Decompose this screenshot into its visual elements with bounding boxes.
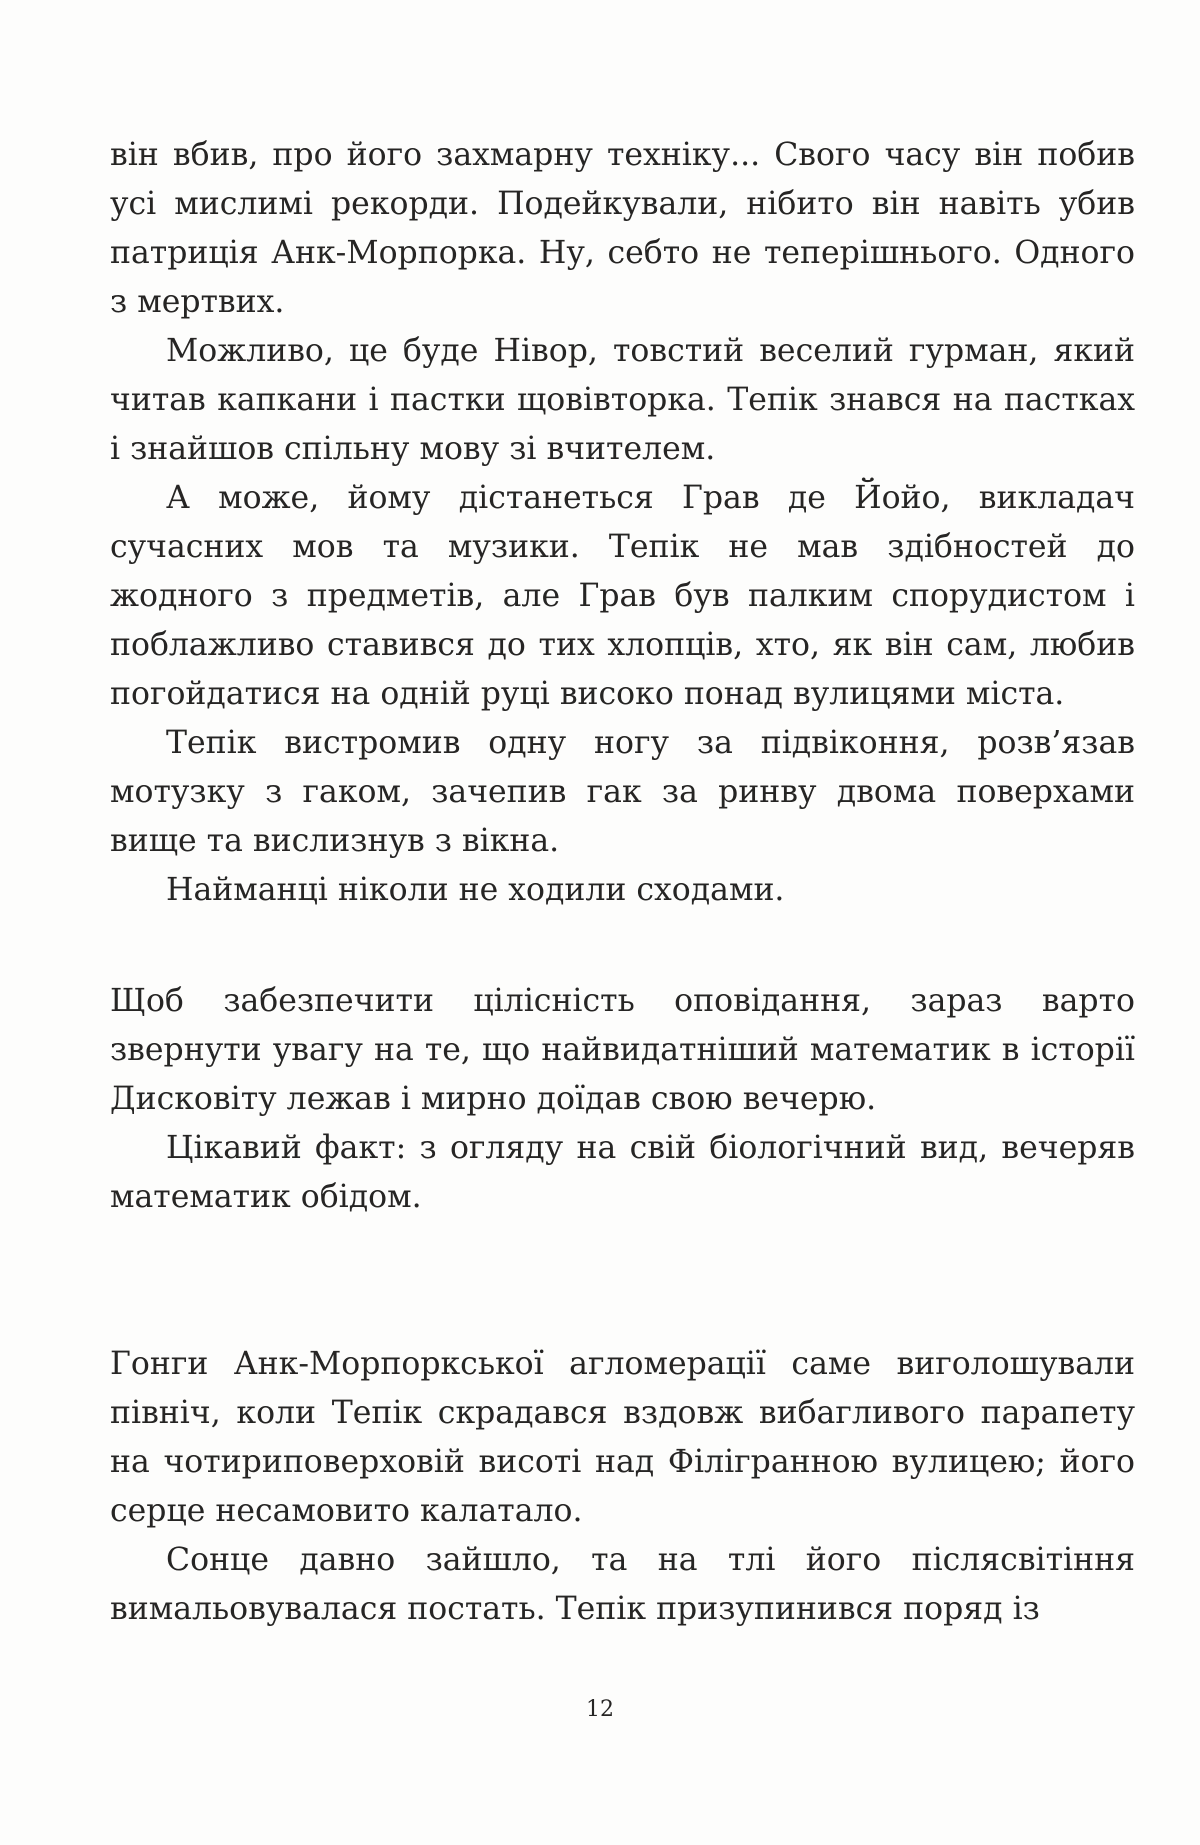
paragraph: Тепік вистромив одну ногу за підвіконня, розв’язав мотузку з гаком, зачепив гак за ринву двома поверхами вище та вислизнув з вікна. bbox=[110, 725, 1135, 859]
text-section-1 bbox=[110, 131, 1135, 915]
paragraph: Сонце давно зайшло, та на тлі його післясвітіння вимальовувалася постать. Тепік призупинився поряд із bbox=[110, 1542, 1135, 1627]
paragraph: Гонги Анк-Морпоркської агломерації саме виголошували північ, коли Тепік скрадався вздовж вибагливого парапету на чотириповерховій висоті над Філігранною вулицею; його серце несамовито калатало. bbox=[110, 1346, 1135, 1529]
paragraph: Щоб забезпечити цілісність оповідання, зараз варто звернути увагу на те, що найвидатніший математик в історії Дисковіту лежав і мирно доїдав свою вечерю. bbox=[110, 983, 1135, 1117]
paragraph: він вбив, про його захмарну техніку... Свого часу він побив усі мислимі рекорди. Подейкували, нібито він навіть убив патриція Анк-Морпорка. Ну, себто не теперішнього. Одного з мертвих. bbox=[110, 137, 1135, 320]
paragraph: Можливо, це буде Нівор, товстий веселий гурман, який читав капкани і пастки щовівторка. Тепік знався на пастках і знайшов спільну мову зі вчителем. bbox=[110, 333, 1135, 467]
paragraph: А може, йому дістанеться Грав де Йойо, викладач сучасних мов та музики. Тепік не мав здібностей до жодного з предметів, але Грав був палким спорудистом і поблажливо ставився до тих хлопців, хто, як він сам, любив погойдатися на одній руці високо понад вулицями міста. bbox=[110, 480, 1135, 712]
text-section-2 bbox=[110, 977, 1135, 1222]
paragraph: Цікавий факт: з огляду на свій біологічний вид, вечеряв математик обідом. bbox=[110, 1130, 1135, 1215]
text-section-3 bbox=[110, 1340, 1135, 1634]
paragraph: Найманці ніколи не ходили сходами. bbox=[166, 872, 785, 908]
page-number: 12 bbox=[586, 1697, 614, 1722]
